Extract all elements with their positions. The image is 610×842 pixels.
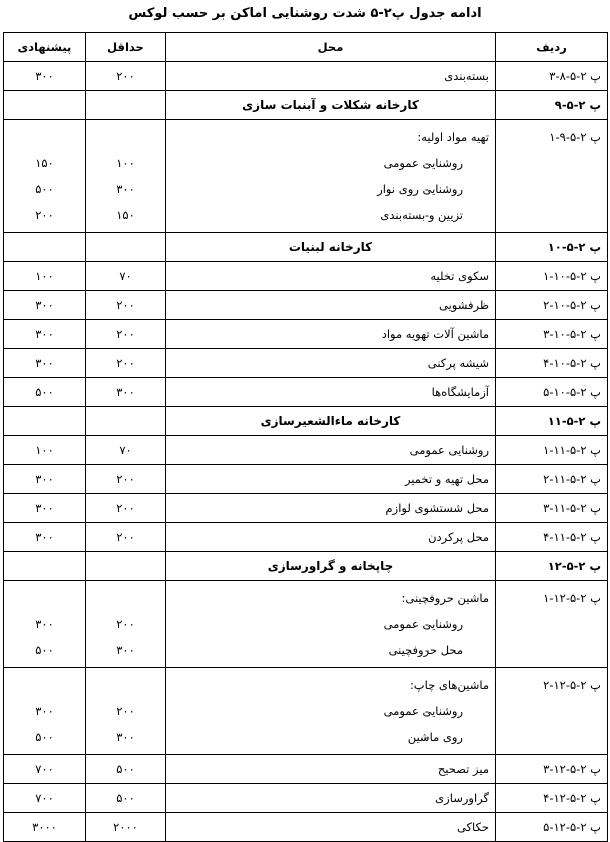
table-row [4,378,608,407]
group-rec: ۵۰۰ [35,730,54,744]
row-place: حکاکی [166,813,496,842]
group-min: ۳۰۰ [116,730,135,744]
row-place: شیشه پرکنی [166,349,496,378]
row-place: محل پرکردن [166,523,496,552]
row-rec: ۷۰۰ [4,784,86,813]
row-place: ماشین آلات تهویه مواد [166,320,496,349]
table-row [4,291,608,320]
table-row [4,436,608,465]
section-code: پ ۲-۵-۱۲ [496,552,608,581]
row-min: ۵۰۰ [86,755,166,784]
group-min: ۳۰۰ [116,643,135,657]
group-item: - روشنایی عمومی [172,150,489,176]
row-place: میز تصحیح [166,755,496,784]
header-code: ردیف [496,33,608,62]
group-rec: ۳۰۰ [35,617,54,631]
row-min: ۷۰ [86,262,166,291]
table-row [4,349,608,378]
table-row [4,523,608,552]
row-code: پ ۲-۵-۱۱-۳ [496,494,608,523]
row-place: سکوی تخلیه [166,262,496,291]
table-row [4,465,608,494]
group-rec: ۱۵۰ [35,156,54,170]
table-row [4,320,608,349]
row-rec: ۳۰۰ [4,494,86,523]
header-min: حداقل [86,33,166,62]
group-min: ۱۰۰ [116,156,135,170]
row-place: بسته‌بندی [166,62,496,91]
row-code: پ ۲-۵-۱۰-۵ [496,378,608,407]
row-rec: ۳۰۰۰ [4,813,86,842]
group-item: - محل حروفچینی [172,637,489,663]
row-min: ۲۰۰ [86,494,166,523]
row-place: ظرفشویی [166,291,496,320]
row-min: ۲۰۰ [86,349,166,378]
row-code: پ ۲-۵-۸-۳ [496,62,608,91]
section-code: پ ۲-۵-۹ [496,91,608,120]
group-item: - روی ماشین [172,724,489,750]
group-rec: ۵۰۰ [35,643,54,657]
section-row [4,407,608,436]
row-code: پ ۲-۵-۱۰-۲ [496,291,608,320]
group-min: ۳۰۰ [116,182,135,196]
row-min: ۲۰۰ [86,523,166,552]
row-code: پ ۲-۵-۱۱-۱ [496,436,608,465]
row-rec: ۳۰۰ [4,62,86,91]
section-title: کارخانه ماءالشعیرسازی [166,407,496,436]
row-code: پ ۲-۵-۱۲-۳ [496,755,608,784]
row-rec: ۳۰۰ [4,349,86,378]
row-code: پ ۲-۵-۱۰-۳ [496,320,608,349]
group-code: پ ۲-۵-۱۲-۲ [543,678,601,692]
illuminance-table [3,32,608,842]
group-rec: ۳۰۰ [35,704,54,718]
table-row [4,62,608,91]
row-code: پ ۲-۵-۱۱-۲ [496,465,608,494]
table-row [4,755,608,784]
table-row [4,262,608,291]
row-code: پ ۲-۵-۱۱-۴ [496,523,608,552]
group-rec: ۲۰۰ [35,208,54,222]
row-min: ۲۰۰۰ [86,813,166,842]
row-min: ۲۰۰ [86,291,166,320]
row-rec: ۵۰۰ [4,378,86,407]
group-heading: ماشین‌های چاپ: [409,678,489,692]
section-title: کارخانه لبنیات [166,233,496,262]
group-code: پ ۲-۵-۱۲-۱ [543,591,601,605]
section-title: کارخانه شکلات و آبنبات سازی [166,91,496,120]
row-code: پ ۲-۵-۱۲-۴ [496,784,608,813]
row-rec: ۱۰۰ [4,436,86,465]
group-row [4,668,608,755]
row-min: ۲۰۰ [86,320,166,349]
table-row [4,784,608,813]
row-min: ۵۰۰ [86,784,166,813]
group-rec: ۵۰۰ [35,182,54,196]
row-rec: ۷۰۰ [4,755,86,784]
group-min: ۲۰۰ [116,617,135,631]
table-caption: ادامه جدول پ۲-۵ شدت روشنایی اماکن بر حسب لوکس [128,6,482,21]
section-row [4,233,608,262]
row-code: پ ۲-۵-۱۰-۴ [496,349,608,378]
row-rec: ۳۰۰ [4,291,86,320]
group-min: ۱۵۰ [116,208,135,222]
row-place: گراورسازی [166,784,496,813]
header-row [4,33,608,62]
row-rec: ۳۰۰ [4,523,86,552]
table-row [4,813,608,842]
header-rec: پیشنهادی [4,33,86,62]
row-code: پ ۲-۵-۱۲-۵ [496,813,608,842]
row-place: محل شستشوی لوازم [166,494,496,523]
group-item: - روشنایی عمومی [172,611,489,637]
table-row [4,494,608,523]
section-code: پ ۲-۵-۱۰ [496,233,608,262]
section-row [4,91,608,120]
row-place: آزمایشگاه‌ها [166,378,496,407]
section-code: پ ۲-۵-۱۱ [496,407,608,436]
group-item: - تزیین و بسته‌بندی [172,202,489,228]
row-min: ۲۰۰ [86,62,166,91]
group-min: ۲۰۰ [116,704,135,718]
row-code: پ ۲-۵-۱۰-۱ [496,262,608,291]
group-row [4,581,608,668]
section-title: چاپخانه و گراورسازی [166,552,496,581]
header-place: محل [166,33,496,62]
group-item: - روشنایی روی نوار [172,176,489,202]
group-heading: ماشین حروفچینی: [401,591,489,605]
row-min: ۲۰۰ [86,465,166,494]
group-code: پ ۲-۵-۹-۱ [549,130,601,144]
row-place: روشنایی عمومی [166,436,496,465]
group-item: - روشنایی عمومی [172,698,489,724]
section-row [4,552,608,581]
group-row [4,120,608,233]
row-rec: ۱۰۰ [4,262,86,291]
row-rec: ۳۰۰ [4,465,86,494]
row-rec: ۳۰۰ [4,320,86,349]
group-heading: تهیه مواد اولیه: [417,130,489,144]
row-place: محل تهیه و تخمیر [166,465,496,494]
row-min: ۳۰۰ [86,378,166,407]
row-min: ۷۰ [86,436,166,465]
